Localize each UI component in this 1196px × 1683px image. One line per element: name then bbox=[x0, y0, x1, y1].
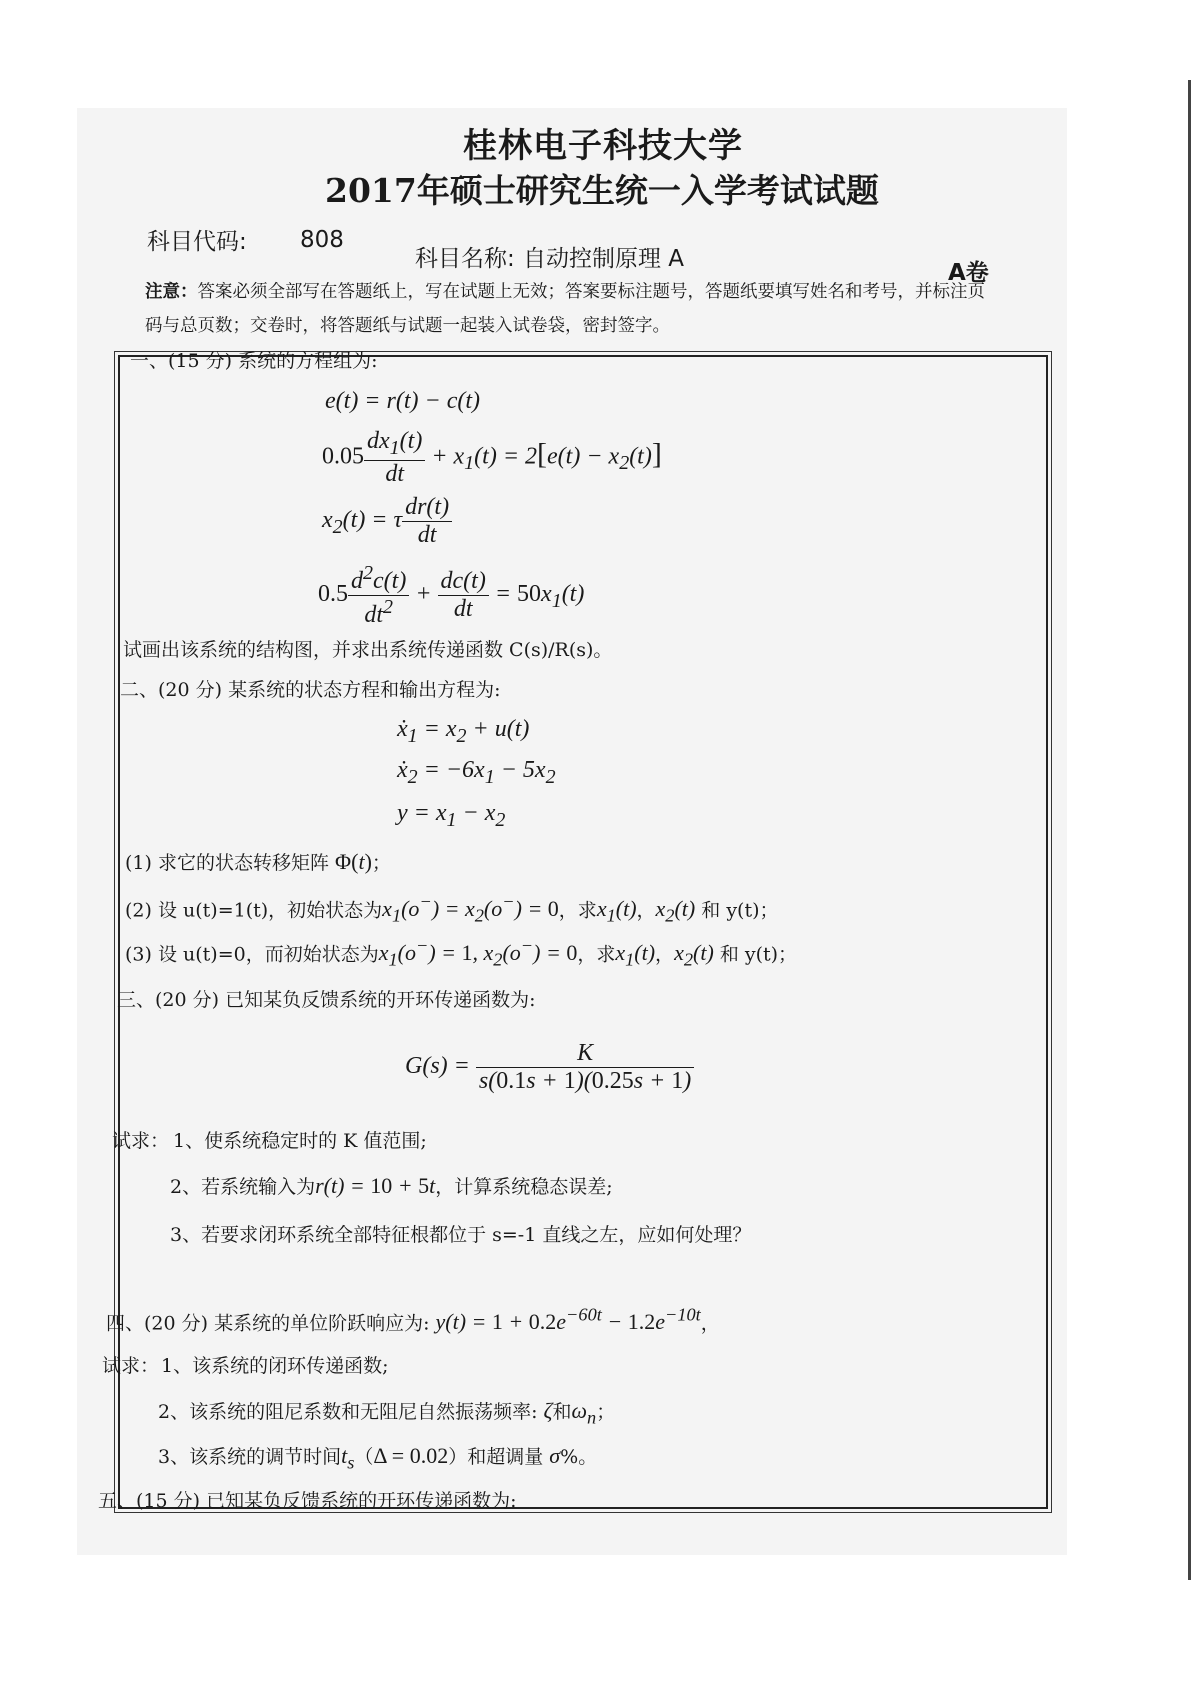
q3-heading: 三、(20 分) 已知某负反馈系统的开环传递函数为: bbox=[117, 989, 536, 1011]
subject-name: 自动控制原理 A bbox=[523, 246, 685, 272]
q1-eq1: e(t) = r(t) − c(t) bbox=[325, 388, 480, 414]
q1-heading: 一、(15 分) 系统的方程组为: bbox=[130, 350, 378, 372]
q2-sub2: (2) 设 u(t)=1(t)，初始状态为$x_1(o^-) = x_2(o^-) = 0$，求$x_1(t)$，$x_2(t)$ 和 y(t)； bbox=[125, 892, 779, 926]
q4-sub1: 1、该系统的闭环传递函数; bbox=[161, 1355, 389, 1377]
notice-label: 注意： bbox=[145, 282, 198, 302]
subject-code-label: 科目代码: bbox=[147, 229, 247, 255]
q2-sub3: (3) 设 u(t)=0，而初始状态为$x_1(o^-) = 1$, $x_2(o^-) = 0$，求$x_1(t)$，$x_2(t)$ 和 y(t)； bbox=[125, 936, 798, 970]
subject-name-label: 科目名称: bbox=[415, 246, 515, 272]
q4-sub2: 2、该系统的阻尼系数和无阻尼自然振荡频率: ζ和$\omega_n$； bbox=[158, 1398, 616, 1428]
notice-line-2: 码与总页数；交卷时，将答题纸与试题一起装入试卷袋，密封签字。 bbox=[145, 316, 670, 336]
q3-sub1: 1、使系统稳定时的 K 值范围; bbox=[173, 1130, 427, 1152]
university-title: 桂林电子科技大学 bbox=[463, 126, 743, 166]
scan-edge-line bbox=[1188, 80, 1191, 1580]
q2-eq1: ẋ$_1$ = $x_2 + u(t)$ bbox=[397, 716, 530, 747]
q4-ask-label: 试求： bbox=[102, 1355, 160, 1377]
paper-version: A卷 bbox=[948, 260, 989, 286]
q4-sub3: 3、该系统的调节时间$t_s(\Delta = 0.02)$和超调量 σ%。 bbox=[158, 1443, 598, 1473]
q1-eq4: 0.5 $\frac{d^2c(t)}{dt^2}$ + $\frac{dc(t)}{dt}$ = $50x_1(t)$ bbox=[318, 562, 585, 628]
q4-heading: 四、(20 分) 某系统的单位阶跃响应为: $y(t) = 1 + 0.2e^{-60t} - 1.2e^{-10t}$， bbox=[106, 1305, 720, 1335]
q1-eq2: 0.05 $\frac{dx_1(t)}{dt}$ + $x_1(t) = 2[e(t) - x_2(t)]$ bbox=[322, 428, 662, 487]
q3-sub2: 2、若系统输入为r(t) = 10 + 5t，计算系统稳态误差; bbox=[170, 1173, 613, 1198]
q3-sub3: 3、若要求闭环系统全部特征根都位于 s=-1 直线之左，应如何处理？ bbox=[170, 1224, 752, 1246]
q1-task: 试画出该系统的结构图，并求出系统传递函数 C(s)/R(s)。 bbox=[123, 639, 613, 661]
q3-ask-label: 试求： bbox=[112, 1130, 170, 1152]
question-frame bbox=[118, 355, 1048, 1509]
exam-title: 2017年硕士研究生统一入学考试试题 bbox=[325, 171, 879, 210]
notice-line-1 bbox=[145, 278, 985, 303]
q5-heading: 五、(15 分) 已知某负反馈系统的开环传递函数为: bbox=[98, 1490, 517, 1512]
q2-eq3: $y = x_1 - x_2$ bbox=[397, 800, 506, 831]
notice-text-1: 答案必须全部写在答题纸上，写在试题上无效；答案要标注题号，答题纸要填写姓名和考号，并标注页 bbox=[197, 282, 985, 302]
q2-eq2: ẋ$_2$ = $-6x_1 - 5x_2$ bbox=[397, 757, 556, 788]
q2-heading: 二、(20 分) 某系统的状态方程和输出方程为: bbox=[120, 679, 501, 701]
q1-eq3: $x_2(t) = \tau$ $\frac{dr(t)}{dt}$ bbox=[322, 494, 452, 549]
subject-code: 808 bbox=[300, 227, 344, 253]
q3-transfer-function: G(s) = $\frac{K}{s(0.1s + 1)(0.25s + 1)}$ bbox=[405, 1040, 694, 1095]
q2-sub1: (1) 求它的状态转移矩阵 Φ(t)； bbox=[125, 849, 391, 874]
